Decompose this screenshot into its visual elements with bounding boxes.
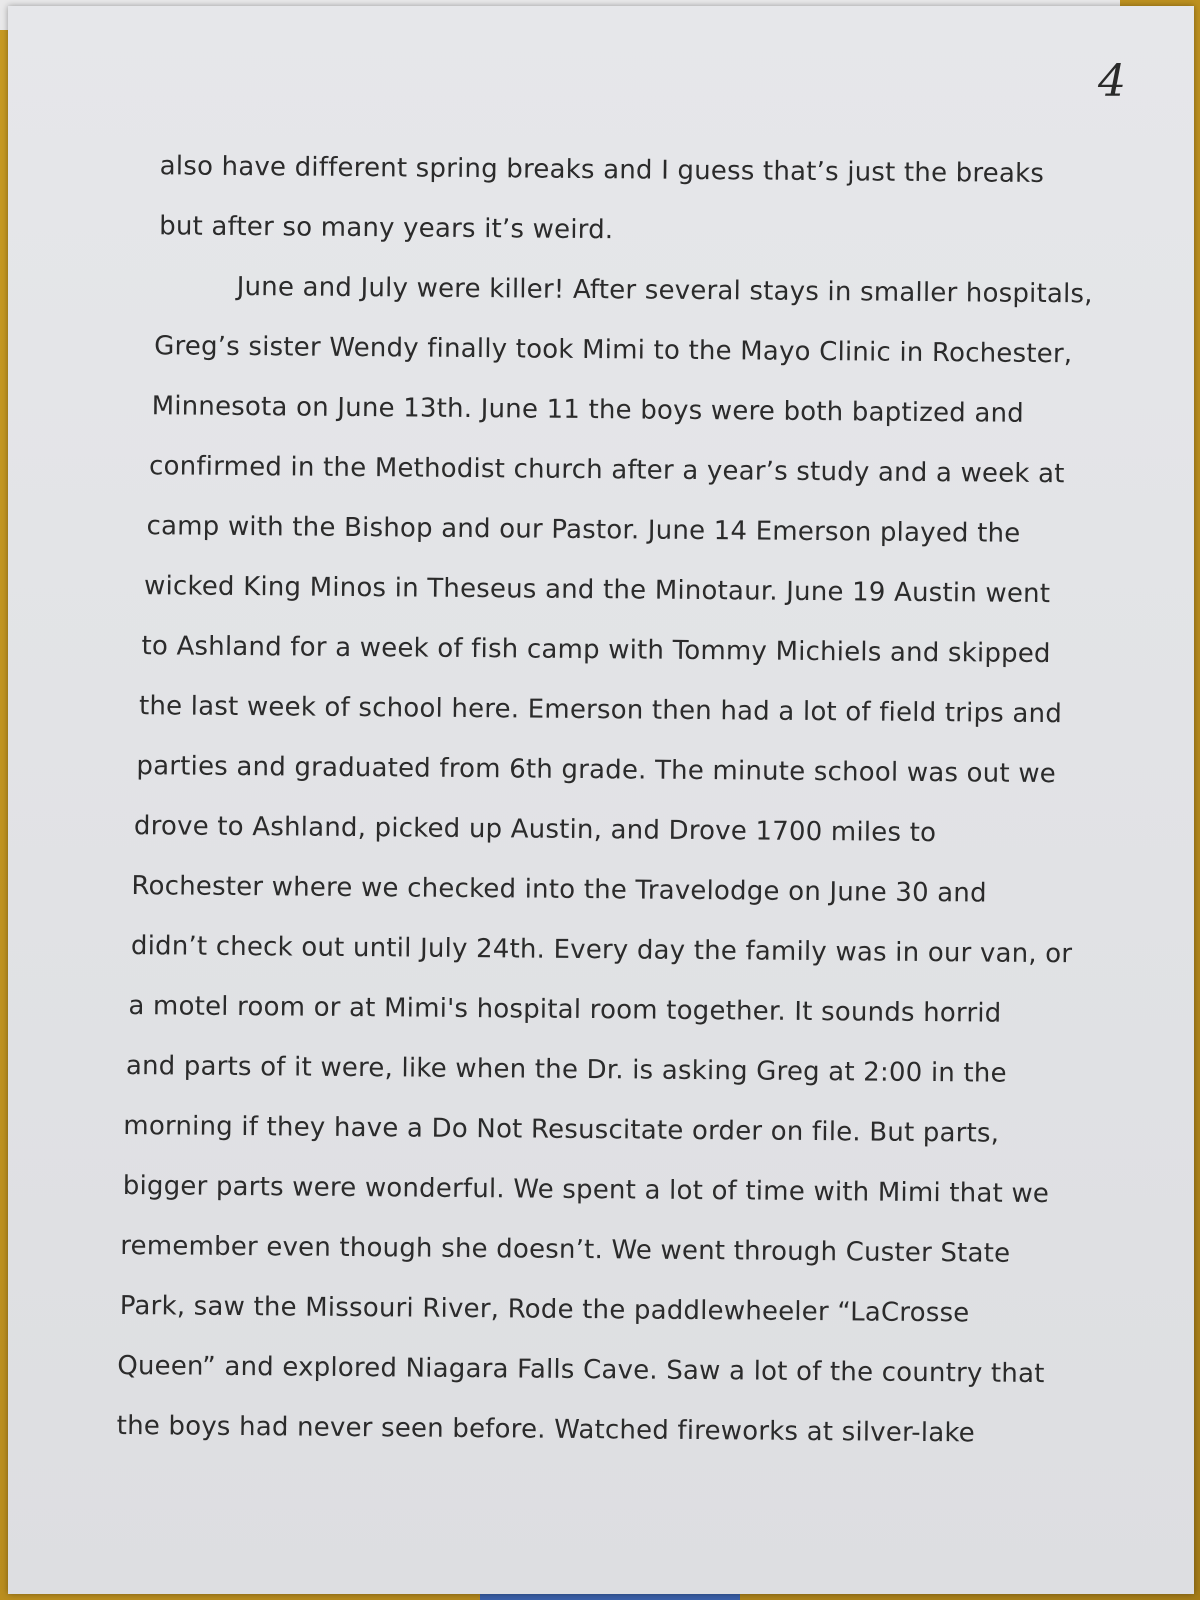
text-line: wicked King Minos in Theseus and the Minotaur. June 19 Austin went bbox=[143, 571, 1051, 610]
text-line: and parts of it were, like when the Dr. is asking Greg at 2:00 in the bbox=[125, 1051, 1007, 1089]
text-line: confirmed in the Methodist church after a year’s study and a week at bbox=[148, 451, 1065, 490]
text-line: remember even though she doesn’t. We went through Custer State bbox=[120, 1230, 1011, 1269]
typed-page bbox=[8, 6, 1194, 1594]
text-line: to Ashland for a week of fish camp with Tommy Michiels and skipped bbox=[141, 631, 1051, 670]
text-line: drove to Ashland, picked up Austin, and Drove 1700 miles to bbox=[133, 811, 937, 849]
text-line: Rochester where we checked into the Travelodge on June 30 and bbox=[131, 871, 987, 909]
handwritten-page-number: 4 bbox=[1098, 56, 1126, 107]
text-line: parties and graduated from 6th grade. The minute school was out we bbox=[136, 751, 1057, 790]
text-line: a motel room or at Mimi's hospital room together. It sounds horrid bbox=[128, 991, 1002, 1029]
text-line: also have different spring breaks and I guess that’s just the breaks bbox=[159, 151, 1045, 189]
text-line: Minnesota on June 13th. June 11 the boys were both baptized and bbox=[151, 391, 1025, 429]
text-line: Greg’s sister Wendy finally took Mimi to the Mayo Clinic in Rochester, bbox=[154, 331, 1073, 370]
text-line: bigger parts were wonderful. We spent a lot of time with Mimi that we bbox=[122, 1170, 1050, 1210]
text-line: didn’t check out until July 24th. Every day the family was in our van, or bbox=[130, 931, 1073, 970]
body-text bbox=[116, 136, 1093, 1464]
text-line: Queen” and explored Niagara Falls Cave. Saw a lot of the country that bbox=[117, 1350, 1045, 1390]
text-line: June and July were killer! After several stays in smaller hospitals, bbox=[236, 271, 1093, 310]
text-line: the boys had never seen before. Watched fireworks at silver-lake bbox=[116, 1410, 976, 1449]
text-line: Park, saw the Missouri River, Rode the paddlewheeler “LaCrosse bbox=[119, 1290, 970, 1329]
text-line: but after so many years it’s weird. bbox=[159, 211, 614, 246]
text-line: morning if they have a Do Not Resuscitate order on file. But parts, bbox=[123, 1110, 1000, 1149]
text-line: the last week of school here. Emerson then had a lot of field trips and bbox=[138, 691, 1063, 730]
text-line: camp with the Bishop and our Pastor. June 14 Emerson played the bbox=[146, 511, 1021, 549]
